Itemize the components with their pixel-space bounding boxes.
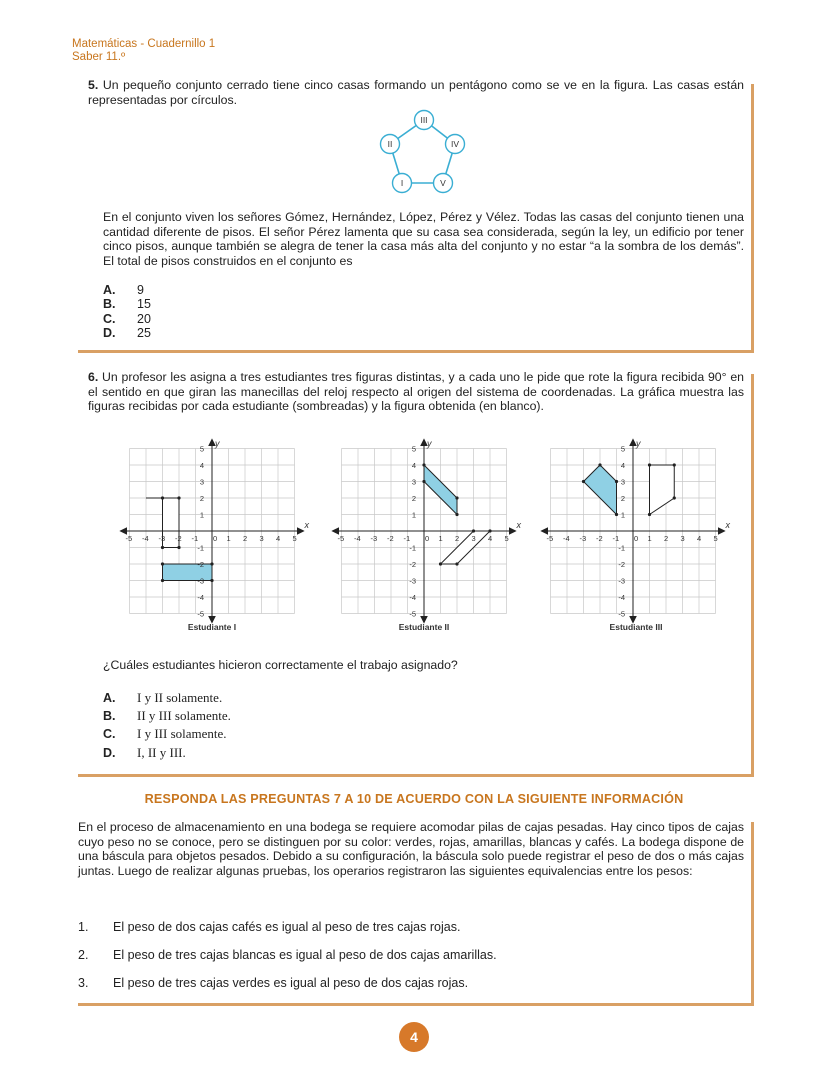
option-text: 25 (137, 325, 151, 340)
y-tick-label: 5 (411, 444, 416, 454)
option-letter: D. (103, 745, 116, 760)
question-6-prompt: ¿Cuáles estudiantes hicieron correctamente el trabajo asignado? (103, 658, 458, 672)
option-text: II y III solamente. (137, 708, 231, 724)
y-tick-label: 2 (199, 494, 204, 503)
vertex-point (161, 496, 164, 499)
list-text: El peso de dos cajas cafés es igual al peso de tres cajas rojas. (113, 920, 461, 934)
shaded-figure (163, 564, 213, 581)
x-tick-label: 2 (455, 534, 460, 543)
graph-estudiante-3 (539, 436, 729, 636)
x-tick-label: -5 (125, 534, 133, 543)
vertex-point (673, 496, 676, 499)
list-number: 2. (78, 948, 89, 962)
y-tick-label: 1 (411, 510, 416, 520)
x-tick-label: -1 (403, 534, 411, 543)
origin-label: 0 (425, 534, 430, 543)
x-tick-label: 4 (488, 534, 493, 543)
y-tick-label: 3 (199, 477, 204, 487)
y-tick-label: -3 (618, 576, 625, 586)
x-tick-label: 2 (664, 534, 669, 543)
y-axis-label: y (215, 438, 220, 449)
x-tick-label: -2 (387, 534, 394, 543)
x-tick-label: 3 (259, 534, 264, 543)
x-tick-label: -2 (175, 534, 182, 543)
vertex-point (673, 463, 676, 466)
question-5-body: En el conjunto viven los señores Gómez, Hernández, López, Pérez y Vélez. Todas las casas del conjunto tienen una cantidad diferente de pisos. El señor Pérez lamenta que su casa sea considerada, según la ley, un edificio por tener cinco pisos, aunque también se alegra de tener la casa más alta del conjunto y no estar “a la sombra de los demás”. El total de pisos construidos en el conjunto es (103, 210, 744, 268)
option-d[interactable] (103, 326, 151, 340)
x-arrow (510, 528, 516, 534)
option-d[interactable] (103, 744, 231, 762)
x-tick-label: -4 (354, 534, 361, 543)
option-letter: C. (103, 311, 116, 326)
option-letter: A. (103, 691, 116, 705)
list-item (78, 920, 718, 934)
option-text: I y III solamente. (137, 726, 227, 742)
graph-estudiante-1 (118, 436, 308, 636)
y-tick-label: -1 (409, 543, 416, 553)
question-6-intro (88, 370, 744, 414)
x-tick-label: -1 (612, 534, 620, 543)
x-tick-label: -2 (596, 534, 603, 543)
option-text: I y II solamente. (137, 690, 223, 705)
tick-labels (126, 439, 310, 619)
x-axis-label: x (516, 520, 521, 530)
x-tick-label: 1 (647, 534, 652, 543)
list-item (78, 948, 718, 962)
x-tick-label: 5 (713, 534, 718, 543)
header-level: Saber 11.º (72, 51, 126, 63)
x-tick-label: -5 (337, 534, 345, 543)
y-axis-label: y (636, 438, 641, 449)
house-label: II (387, 139, 393, 149)
header-subject: Matemáticas - Cuadernillo 1 (72, 38, 216, 50)
list-text: El peso de tres cajas blancas es igual al peso de dos cajas amarillas. (113, 948, 497, 962)
vertex-point (439, 562, 442, 565)
y-tick-label: -2 (618, 560, 625, 569)
vertex-point (648, 513, 651, 516)
y-tick-label: 3 (411, 477, 416, 487)
x-tick-label: -3 (579, 534, 587, 543)
x-tick-label: 4 (276, 534, 281, 543)
y-tick-label: -4 (197, 593, 204, 602)
y-axis-label: y (427, 438, 432, 449)
option-b[interactable] (103, 707, 231, 725)
option-c[interactable] (103, 312, 151, 326)
house-label: IV (450, 139, 460, 149)
y-tick-label: 4 (620, 461, 625, 470)
x-tick-label: 1 (438, 534, 443, 543)
vertex-point (161, 546, 164, 549)
list-item (78, 976, 718, 990)
x-axis-label: x (304, 520, 309, 530)
question-6-options (103, 689, 231, 762)
x-tick-label: -3 (370, 534, 378, 543)
y-tick-label: -5 (197, 609, 204, 619)
y-tick-label: -2 (409, 560, 416, 569)
y-tick-label: -5 (618, 609, 625, 619)
x-tick-label: -5 (546, 534, 554, 543)
x-tick-label: 5 (504, 534, 509, 543)
house-label: I (400, 178, 404, 188)
axes (121, 440, 304, 623)
info-body: En el proceso de almacenamiento en una bodega se requiere acomodar pilas de cajas pesadas. Hay cinco tipos de cajas cuyo peso no se conoce, pero se distinguen por su color: verdes, rojas, amarillas, blancas y cafés. La bodega dispone de una báscula para objetos pesados. Debido a su configuración, la báscula solo puede registrar el peso de dos o más cajas juntas. Luego de realizar algunas pruebas, los operarios registraron las siguientes equivalencias entre los pesos: (78, 820, 744, 878)
graph-estudiante-2 (330, 436, 520, 636)
question-5-number: 5. (88, 78, 99, 92)
list-number: 1. (78, 920, 89, 934)
x-tick-label: 3 (680, 534, 685, 543)
x-tick-label: 3 (471, 534, 476, 543)
y-tick-label: 2 (620, 494, 625, 503)
y-tick-label: -1 (197, 543, 204, 553)
y-tick-label: 5 (199, 444, 204, 454)
y-tick-label: -1 (618, 543, 625, 553)
vertex-point (177, 546, 180, 549)
vertex-point (177, 496, 180, 499)
option-a[interactable] (103, 283, 151, 297)
y-tick-label: 1 (620, 510, 625, 520)
y-tick-label: 5 (620, 444, 625, 454)
y-tick-label: -2 (197, 560, 204, 569)
vertex-point (455, 496, 458, 499)
tick-labels (338, 439, 522, 619)
pentagon-figure (358, 108, 498, 198)
y-tick-label: 3 (620, 477, 625, 487)
vertex-point (615, 513, 618, 516)
question-5-intro-text: Un pequeño conjunto cerrado tiene cinco casas formando un pentágono como se ve en la figura. Las casas están representadas por círculos. (88, 78, 744, 107)
axes (542, 440, 725, 623)
x-arrow (719, 528, 725, 534)
x-tick-label: -4 (563, 534, 570, 543)
vertex-point (598, 463, 601, 466)
list-text: El peso de tres cajas verdes es igual al peso de dos cajas rojas. (113, 976, 469, 990)
vertex-point (161, 579, 164, 582)
x-tick-label: -4 (142, 534, 149, 543)
tick-labels (547, 439, 731, 619)
page-header (72, 38, 215, 64)
graph-caption: Estudiante III (609, 622, 663, 632)
x-tick-label: -3 (158, 534, 166, 543)
option-letter: C. (103, 727, 116, 742)
x-tick-label: 1 (226, 534, 231, 543)
question-6-intro-text: Un profesor les asigna a tres estudiantes tres figuras distintas, y a cada uno le pide que rote la figura recibida 90° en el sentido en que giran las manecillas del reloj respecto al origen del sistema de coordenadas. La gráfica muestra las figuras recibidas por cada estudiante (sombreadas) y la figura obtenida (en blanco). (88, 370, 744, 414)
question-6-number: 6. (88, 370, 99, 384)
x-tick-label: 5 (292, 534, 297, 543)
vertex-point (455, 513, 458, 516)
y-tick-label: 2 (411, 494, 416, 503)
y-tick-label: 1 (199, 510, 204, 520)
vertex-point (648, 463, 651, 466)
vertex-point (582, 480, 585, 483)
graph-caption: Estudiante II (398, 622, 450, 632)
origin-label: 0 (213, 534, 218, 543)
y-tick-label: 4 (411, 461, 416, 470)
x-axis-label: x (725, 520, 730, 530)
vertex-point (161, 562, 164, 565)
vertex-point (455, 562, 458, 565)
x-tick-label: -1 (191, 534, 199, 543)
y-tick-label: -4 (618, 593, 625, 602)
list-number: 3. (78, 976, 89, 990)
rotated-figure (650, 465, 675, 515)
x-tick-label: 2 (243, 534, 248, 543)
y-tick-label: -5 (409, 609, 416, 619)
option-text: 9 (137, 283, 144, 297)
axes (333, 440, 516, 623)
vertex-point (615, 480, 618, 483)
origin-label: 0 (634, 534, 639, 543)
option-text: 20 (137, 311, 151, 326)
option-a[interactable] (103, 689, 231, 707)
y-tick-label: -4 (409, 593, 416, 602)
y-tick-label: -3 (197, 576, 204, 586)
x-tick-label: 4 (697, 534, 702, 543)
option-letter: D. (103, 325, 116, 340)
option-letter: B. (103, 709, 116, 724)
house-label: III (420, 115, 428, 125)
house-label: V (440, 178, 446, 188)
x-arrow (298, 528, 304, 534)
y-tick-label: -3 (409, 576, 416, 586)
option-letter: A. (103, 283, 116, 297)
y-tick-label: 4 (199, 461, 204, 470)
option-text: I, II y III. (137, 744, 186, 760)
option-text: 15 (137, 297, 151, 312)
option-c[interactable] (103, 725, 231, 743)
figures (582, 463, 676, 516)
option-letter: B. (103, 297, 116, 312)
graph-caption: Estudiante I (187, 622, 237, 632)
question-5-intro (88, 78, 744, 107)
page-number: 4 (399, 1022, 429, 1052)
section-title: RESPONDA LAS PREGUNTAS 7 A 10 DE ACUERDO CON LA SIGUIENTE INFORMACIÓN (144, 792, 684, 806)
option-b[interactable] (103, 297, 151, 311)
question-5-options (103, 283, 151, 340)
